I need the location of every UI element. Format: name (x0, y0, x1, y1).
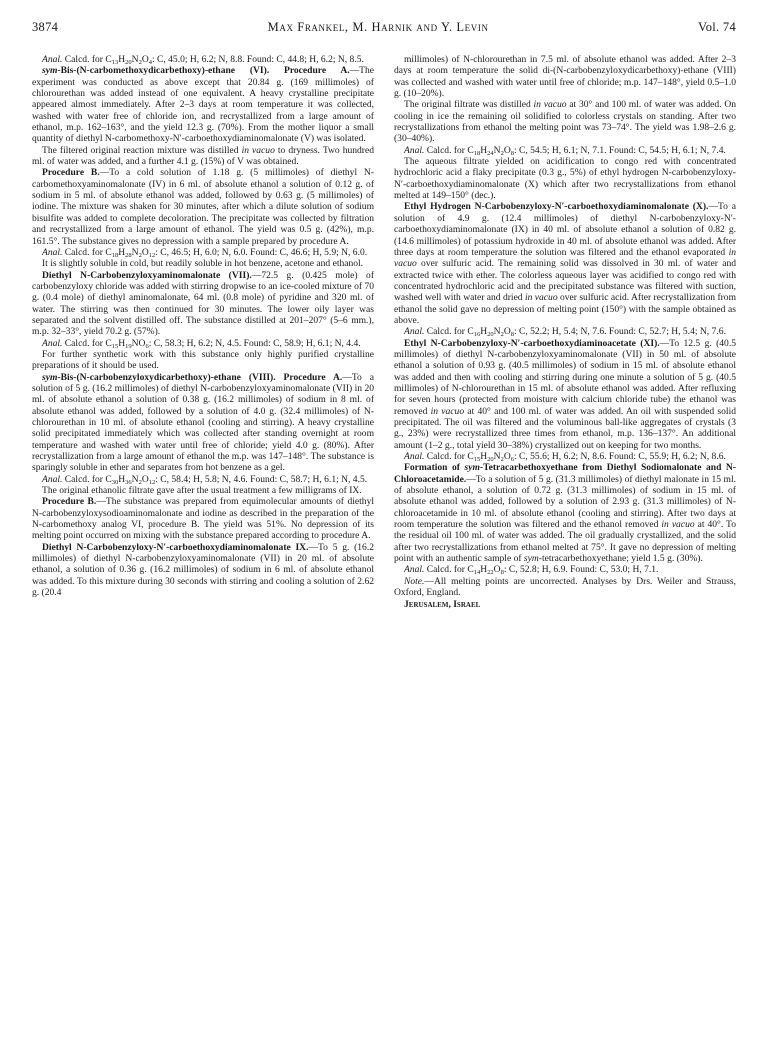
text-run: O (141, 54, 149, 65)
running-header (32, 20, 736, 38)
text-run: —To 12.5 g. (40.5 millimoles) of diethyl N-carbobenzyloxyaminomalonate (VII) in 50 ml. of absolute ethanol a solution of 0.93 g. (40.5 millimoles) of sodium in 15 ml. of absolute ethanol was added and then with cooling and stirring during one minute a solution of 5 g. (40.5 millimoles) of N-chlorourethan in 15 ml. of absolute ethanol was added. After refluxing for seven hours (protected from moisture with calcium chloride tube) the ethanol was removed (394, 337, 736, 417)
text-run: Calcd. for C (424, 451, 474, 463)
subscript: 13 (111, 59, 119, 66)
paragraph (32, 496, 374, 541)
text-run: N (131, 54, 139, 65)
subscript: 8 (500, 569, 504, 577)
text-run: Calcd. for C (424, 144, 474, 156)
text-run: in vacuo (394, 246, 736, 270)
text-run: Jerusalem, Israel (404, 598, 481, 610)
subscript: 2 (500, 331, 504, 339)
volume-number: Vol. 74 (698, 20, 736, 34)
page-number: 3874 (32, 20, 59, 34)
text-run: in vacuo (533, 99, 567, 111)
text-run: —All melting points are uncorrected. Analyses by Drs. Weiler and Strauss, Oxford, England. (394, 575, 736, 599)
text-run: Anal. (404, 326, 425, 338)
subscript: 15 (111, 342, 119, 350)
text-run: Procedure B. (42, 167, 100, 179)
paragraph (32, 54, 374, 65)
text-run: : C, 52.8; H, 6.9. Found: C, 53.0; H, 7.1. (503, 564, 659, 576)
subscript: 8 (510, 149, 514, 157)
text-run: -Bis-(N-carbomethoxydicarbethoxy)-ethane (VI). Procedure A. (57, 65, 350, 77)
subscript: 19 (125, 342, 132, 350)
text-run: N (493, 326, 501, 338)
paragraph (394, 462, 736, 564)
subscript: 36 (125, 478, 132, 486)
text-run: —To a solution of 5 g. (16.2 millimoles) of diethyl N-carbobenzyloxyaminomalonate (VII) in 20 ml. of absolute ethanol a solution of 0.38 g. (16.2 millimoles) of sodium in 8 ml. of absolute ethanol was added, followed by a solution of 4.0 g. (32.4 millimoles) of N-chlorourethan in 10 ml. of absolute ethanol (cooling and stirring). A heavy crystalline solid precipitated immediately which was collected after standing overnight at room temperature and washed with water until free of chloride; yield 4.0 g. (80%). After recrystallization from a large amount of ethanol the m.p. was 147–148°. The substance is sparingly soluble in ether and separates from hot benzene as a gel. (32, 371, 374, 474)
subscript: 14 (473, 569, 481, 577)
paragraph (32, 338, 374, 349)
text-run: Calcd. for C (424, 326, 474, 338)
text-run: Anal. (42, 54, 63, 65)
subscript: 18 (111, 251, 119, 259)
text-run: Diethyl N-Carbobenzyloxy-N′-carboethoxydiaminomalonate IX. (42, 541, 309, 553)
text-run: H (480, 564, 488, 576)
paragraph (394, 326, 736, 337)
text-run: The filtered original reaction mixture was distilled (42, 144, 242, 156)
subscript: 12 (148, 478, 156, 486)
text-run: -tetracarbethoxyethane; yield 1.5 g. (30%). (538, 553, 703, 565)
subscript: 2 (138, 251, 142, 259)
paragraph (32, 485, 374, 496)
text-run: Anal. (404, 564, 425, 576)
subscript: 6 (145, 342, 149, 350)
subscript: 18 (473, 149, 481, 157)
text-run: -Bis-(N-carbobenzyloxydicarbethoxy)-ethane (VIII). Procedure A. (57, 371, 343, 383)
text-run: —72.5 g. (0.425 mole) of carbobenzyloxy chloride was added with stirring dropwise to an ice-cooled mixture of 70 g. (0.4 mole) of diethyl aminomalonate, 64 ml. (0.8 mole) of pyridine and 320 ml. of water. The stirring was then continued for 30 minutes. The lower oily layer was separated and the solvent distilled off. The substance distilled at 201–207° (5–6 mm.), m.p. 32–33°, yield 70.2 g. (57%). (32, 269, 375, 338)
text-run: in vacuo (524, 292, 558, 304)
text-run: to dryness. Two hundred ml. of water was added, and a further 4.1 g. (15%) of V was obtained. (32, 144, 374, 168)
text-run: —To 5 g. (16.2 millimoles) of diethyl N-carbobenzyloxyaminomalonate (VII) in 20 ml. of absolute ethanol, a solution of 0.36 g. (16.2 millimoles) of sodium in 6 ml. of absolute ethanol was added. To this mixture during 30 seconds with stirring and cooling a solution of 2.62 g. (20.4 (32, 541, 374, 599)
text-run: : C, 46.5; H, 6.0; N, 6.0. Found: C, 46.6; H, 5.9; N, 6.0. (155, 246, 368, 258)
text-run: NO (131, 337, 146, 349)
subscript: 20 (125, 59, 132, 66)
text-run: in vacuo (241, 144, 275, 156)
text-run: : C, 45.0; H, 6.2; N, 8.8. Found: C, 44.8; H, 6.2; N, 8.5. (151, 54, 364, 65)
subscript: 15 (473, 456, 481, 464)
subscript: 8 (510, 331, 514, 339)
text-run: The original filtrate was distilled (404, 99, 534, 111)
text-run: O (503, 326, 511, 338)
paragraph (32, 372, 374, 474)
subscript: 2 (500, 149, 504, 157)
text-run: N (493, 144, 501, 156)
text-run: Ethyl N-Carbobenzyloxy-N′-carboethoxydiaminoacetate (XI). (404, 337, 660, 349)
text-run: Note. (404, 575, 425, 587)
text-run: N (131, 473, 139, 485)
subscript: 20 (487, 331, 494, 339)
paragraph (394, 576, 736, 599)
text-run: Anal. (42, 337, 63, 349)
text-run: Diethyl N-Carbobenzyloxyaminomalonate (VII). (42, 269, 252, 281)
text-run: at 40°. To the residual oil 100 ml. of water was added. The oil gradually crystallized, and the solid after two recrystallizations from ethanol melted at 75°. It gave no depression of melting point with an authentic sample of (394, 519, 736, 565)
subscript: 6 (510, 456, 514, 464)
text-run: sym (523, 553, 539, 565)
paragraph (32, 247, 374, 258)
text-run: in vacuo (430, 405, 465, 417)
text-run: : C, 58.3; H, 6.2; N, 4.5. Found: C, 58.9; H, 6.1; N, 4.4. (148, 337, 361, 349)
paragraph (394, 99, 736, 144)
text-run: over sulfuric acid. The remaining solid was dissolved in 30 ml. of water and extracted twice with ether. The colorless aqueous layer was acidified to congo red with concentrated hydrochloric acid and the precipitated substance was filtered with suction, washed well with water and dried (394, 258, 736, 304)
text-run: sym (42, 371, 58, 383)
text-run: O (493, 564, 501, 576)
text-run: sym (464, 462, 480, 474)
text-run: Formation of (404, 462, 465, 474)
text-run: Anal. (404, 451, 425, 463)
text-run: —To a cold solution of 1.18 g. (5 millimoles) of diethyl N-carbomethoxyaminomalonate (IV) in 6 ml. of absolute ethanol a solution of 0.12 g. of sodium in 5 ml. of absolute ethanol was added, followed by 0.63 g. (5 millimoles) of iodine. The mixture was shaken for 30 minutes, after which a dilute solution of sodium bisulfite was added to complete decoloration. The precipitate was collected by filtration and recrystallized from a large amount of ethanol. The yield was 0.5 g. (42%), m.p. 161.5°. The substance gives no depression with a sample prepared by procedure A. (32, 167, 374, 247)
text-run: at 40° and 100 ml. of water was added. An oil with suspended solid precipitated. The oil was filtered and the voluminous ball-like aggregates of crystals (3 g., 23%) were recrystallized three times from ethanol, m.p. 136–137°. An additional amount (1–2 g., total yield 30–38%) crystallized out on keeping for two months. (394, 405, 736, 451)
text-run: Procedure B. (42, 496, 97, 508)
subscript: 4 (148, 59, 152, 66)
paragraph (32, 542, 374, 599)
text-run: Ethyl Hydrogen N-Carbobenzyloxy-N′-carboethoxydiaminomalonate (X). (404, 201, 709, 213)
text-run: —To a solution of 4.9 g. (12.4 millimoles) of diethyl N-carbobenzyloxy-N′-carboethoxydiaminomalonate (IX) in 40 ml. of absolute ethanol a solution of 0.82 g. (14.6 millimoles) of potassium hydroxide in 40 ml. of absolute ethanol was added. After three days at room temperature the solution was filtered and the ethanol evaporated (394, 201, 737, 258)
text-run: —The experiment was conducted as above except that 20.84 g. (169 millimoles) of chlorourethan was added instead of one equivalent. A heavy crystalline precipitate appeared almost immediately. After 2–3 days at room temperature it was collected, washed with water free of chloride ion, and recrystallized from a large amount of ethanol, m.p. 162–163°, and the yield 12.3 g. (70%). From the mother liquor a small quantity of diethyl N-carbomethoxy-N′-carboethoxydiaminomalonate (V) was isolated. (32, 65, 374, 145)
paragraph (32, 474, 374, 485)
subscript: 12 (148, 251, 156, 259)
paragraph (32, 258, 374, 269)
paragraph (394, 338, 736, 451)
text-run: : C, 54.5; H, 6.1; N, 7.1. Found: C, 54.5; H, 6.1; N, 7.4. (513, 144, 726, 156)
paragraph (394, 156, 736, 201)
paragraph (32, 270, 374, 338)
paragraph (394, 451, 736, 462)
text-run: N (493, 451, 501, 463)
paragraph (394, 201, 736, 326)
text-run: Calcd. for C (62, 54, 112, 65)
subscript: 22 (487, 569, 494, 577)
text-run: at 30° and 100 ml. of water was added. On cooling in ice the remaining oil solidified to colorless crystals on standing. After two recrystallizations from ethanol the melting point was 73–74°. The yield was 1.98–2.6 g. (30–40%). (394, 99, 737, 145)
text-run: O (141, 246, 149, 258)
subscript: 24 (487, 149, 494, 157)
paragraph (394, 145, 736, 156)
text-run: millimoles) of N-chlorourethan in 7.5 ml. of absolute ethanol was added. After 2–3 days at room temperature the solid di-(N-carbobenzyloxydicarbethoxy)-ethane (VIII) was collected and washed with water until free of chloride; m.p. 147–148°, yield 0.5–1.0 g. (10–20%). (394, 54, 736, 100)
paragraph (32, 65, 374, 144)
text-run: For further synthetic work with this substance only highly purified crystalline preparations of it should be used. (32, 348, 374, 372)
subscript: 2 (138, 59, 142, 66)
paragraph (394, 54, 736, 99)
paragraph (32, 167, 374, 246)
subscript: 28 (125, 251, 132, 259)
text-run: It is slightly soluble in cold, but readily soluble in hot benzene, acetone and ethanol. (42, 258, 364, 270)
subscript: 2 (138, 478, 142, 486)
text-run: —To a solution of 5 g. (31.3 millimoles) of diethyl malonate in 15 ml. of absolute ethanol, a solution of 0.72 g. (31.3 millimoles) of sodium in 15 ml. of absolute ethanol was added, followed by a solution of 2.93 g. (31.3 millimoles) of N-chloroacetamide in 10 ml. of absolute ethanol (cooling and stirring). After two days at room temperature the solution was filtered and the ethanol removed (394, 473, 736, 531)
paragraph (394, 564, 736, 575)
text-run: N (131, 246, 139, 258)
right-column (394, 54, 736, 610)
text-run: over sulfuric acid. After recrystallization from ethanol the solid gave no depression of melting point (150°) with the sample obtained as above. (394, 292, 737, 326)
subscript: 30 (111, 478, 119, 486)
paragraph (32, 349, 374, 372)
text-run: Calcd. for C (62, 473, 112, 485)
text-run: H (480, 451, 488, 463)
text-run: The original ethanolic filtrate gave after the usual treatment a few milligrams of IX. (42, 485, 362, 497)
text-run: -Tetracarbethoxyethane from Diethyl Sodiomalonate and N-Chloroacetamide. (394, 462, 736, 485)
text-run: O (141, 473, 149, 485)
text-run: : C, 52.2; H, 5.4; N, 7.6. Found: C, 52.7; H, 5.4; N, 7.6. (513, 326, 726, 338)
text-run: H (118, 473, 126, 485)
text-run: sym (42, 65, 58, 77)
text-run: H (118, 246, 126, 258)
text-run: Anal. (42, 473, 63, 485)
running-title: Max Frankel, M. Harnik and Y. Levin (267, 20, 489, 34)
left-column (32, 54, 374, 599)
subscript: 2 (500, 456, 504, 464)
text-run: : C, 55.6; H, 6.2; N, 8.6. Found: C, 55.9; H, 6.2; N, 8.6. (513, 451, 726, 463)
text-run: H (480, 144, 488, 156)
text-run: in vacuo (661, 519, 695, 531)
text-run: O (503, 144, 511, 156)
text-run: H (118, 54, 126, 65)
subscript: 16 (473, 331, 481, 339)
text-run: Calcd. for C (62, 337, 112, 349)
text-run: O (503, 451, 511, 463)
text-run: H (480, 326, 488, 338)
text-run: : C, 58.4; H, 5.8; N, 4.6. Found: C, 58.7; H, 6.1; N, 4.5. (155, 473, 368, 485)
text-run: Anal. (42, 246, 63, 258)
text-run: The aqueous filtrate yielded on acidification to congo red with concentrated hydrochloric acid a flaky precipitate (0.3 g., 5%) of ethyl hydrogen N-carbobenzyloxy-N′-carboethoxydiaminomalonate (X) which after two recrystallizations from ethanol melted at 149–150° (dec.). (394, 156, 736, 202)
subscript: 20 (487, 456, 494, 464)
text-run: H (118, 337, 126, 349)
text-run: —The substance was prepared from equimolecular amounts of diethyl N-carbobenzyloxysodioaminomalonate and iodine as described in the preparation of the N-carbomethoxy analog VI, procedure B. The yield was 51%. No depression of its melting point occurred on mixing with the substance prepared according to procedure A. (32, 496, 374, 542)
text-run: Anal. (404, 144, 425, 156)
text-run: Calcd. for C (424, 564, 474, 576)
paragraph (32, 145, 374, 168)
text-run: Calcd. for C (62, 246, 112, 258)
author-affiliation (394, 599, 736, 610)
